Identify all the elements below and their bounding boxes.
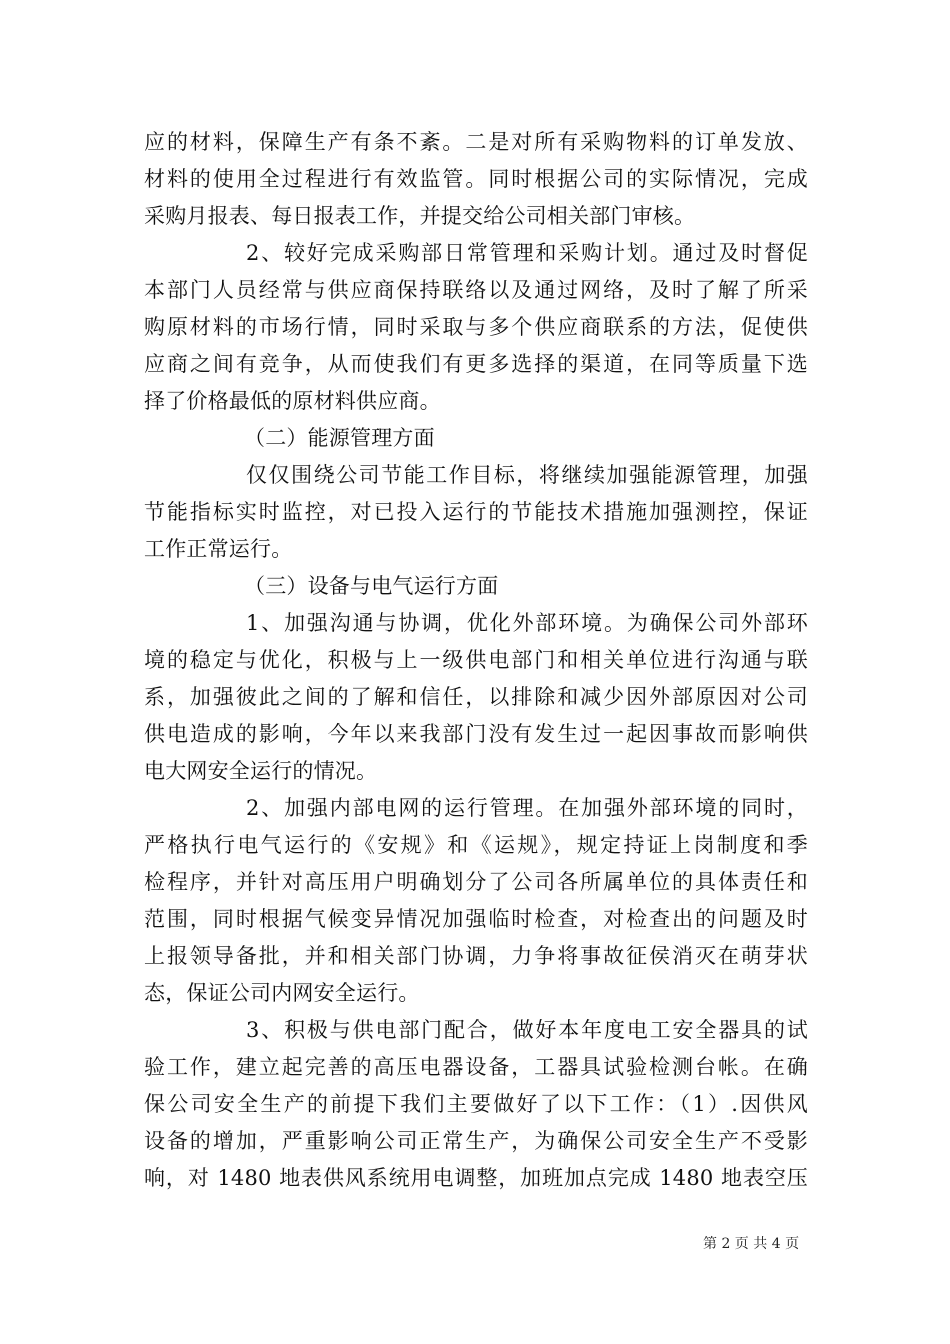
text-line: 应商之间有竞争，从而使我们有更多选择的渠道，在同等质量下选 (144, 352, 808, 376)
text-line: 采购月报表、每日报表工作，并提交给公司相关部门审核。 (144, 204, 696, 228)
text-line: 电大网安全运行的情况。 (144, 759, 378, 783)
section-heading: （二）能源管理方面 (244, 426, 435, 450)
page-footer: 第 2 页 共 4 页 (703, 1236, 800, 1252)
text-line: 境的稳定与优化，积极与上一级供电部门和相关单位进行沟通与联 (144, 648, 808, 672)
section-heading: （三）设备与电气运行方面 (244, 574, 499, 598)
text-line: 节能指标实时监控，对已投入运行的节能技术措施加强测控，保证 (144, 500, 808, 524)
text-line: 响，对 1480 地表供风系统用电调整，加班加点完成 1480 地表空压 (144, 1166, 808, 1190)
text-line: 应的材料，保障生产有条不紊。二是对所有采购物料的订单发放、 (144, 130, 808, 154)
text-line: 仅仅围绕公司节能工作目标，将继续加强能源管理，加强 (246, 463, 808, 487)
text-line: 验工作，建立起完善的高压电器设备，工器具试验检测台帐。在确 (144, 1055, 808, 1079)
text-line: 严格执行电气运行的《安规》和《运规》，规定持证上岗制度和季 (144, 833, 808, 857)
text-line: 3、积极与供电部门配合，做好本年度电工安全器具的试 (246, 1018, 808, 1042)
text-line: 保公司安全生产的前提下我们主要做好了以下工作：（1）.因供风 (144, 1092, 808, 1116)
text-line: 材料的使用全过程进行有效监管。同时根据公司的实际情况，完成 (144, 167, 808, 191)
text-line: 本部门人员经常与供应商保持联络以及通过网络，及时了解了所采 (144, 278, 808, 302)
text-line: 上报领导备批，并和相关部门协调，力争将事故征侯消灭在萌芽状 (144, 944, 808, 968)
text-line: 择了价格最低的原材料供应商。 (144, 389, 441, 413)
text-line: 2、加强内部电网的运行管理。在加强外部环境的同时， (246, 796, 808, 820)
text-line: 1、加强沟通与协调，优化外部环境。为确保公司外部环 (246, 611, 808, 635)
text-line: 检程序，并针对高压用户明确划分了公司各所属单位的具体责任和 (144, 870, 808, 894)
text-line: 供电造成的影响，今年以来我部门没有发生过一起因事故而影响供 (144, 722, 808, 746)
text-line: 工作正常运行。 (144, 537, 293, 561)
text-line: 购原材料的市场行情，同时采取与多个供应商联系的方法，促使供 (144, 315, 808, 339)
text-line: 系，加强彼此之间的了解和信任，以排除和减少因外部原因对公司 (144, 685, 808, 709)
text-line: 范围，同时根据气候变异情况加强临时检查，对检查出的问题及时 (144, 907, 808, 931)
text-line: 2、较好完成采购部日常管理和采购计划。通过及时督促 (246, 241, 808, 265)
text-line: 态，保证公司内网安全运行。 (144, 981, 420, 1005)
text-line: 设备的增加，严重影响公司正常生产，为确保公司安全生产不受影 (144, 1129, 808, 1153)
